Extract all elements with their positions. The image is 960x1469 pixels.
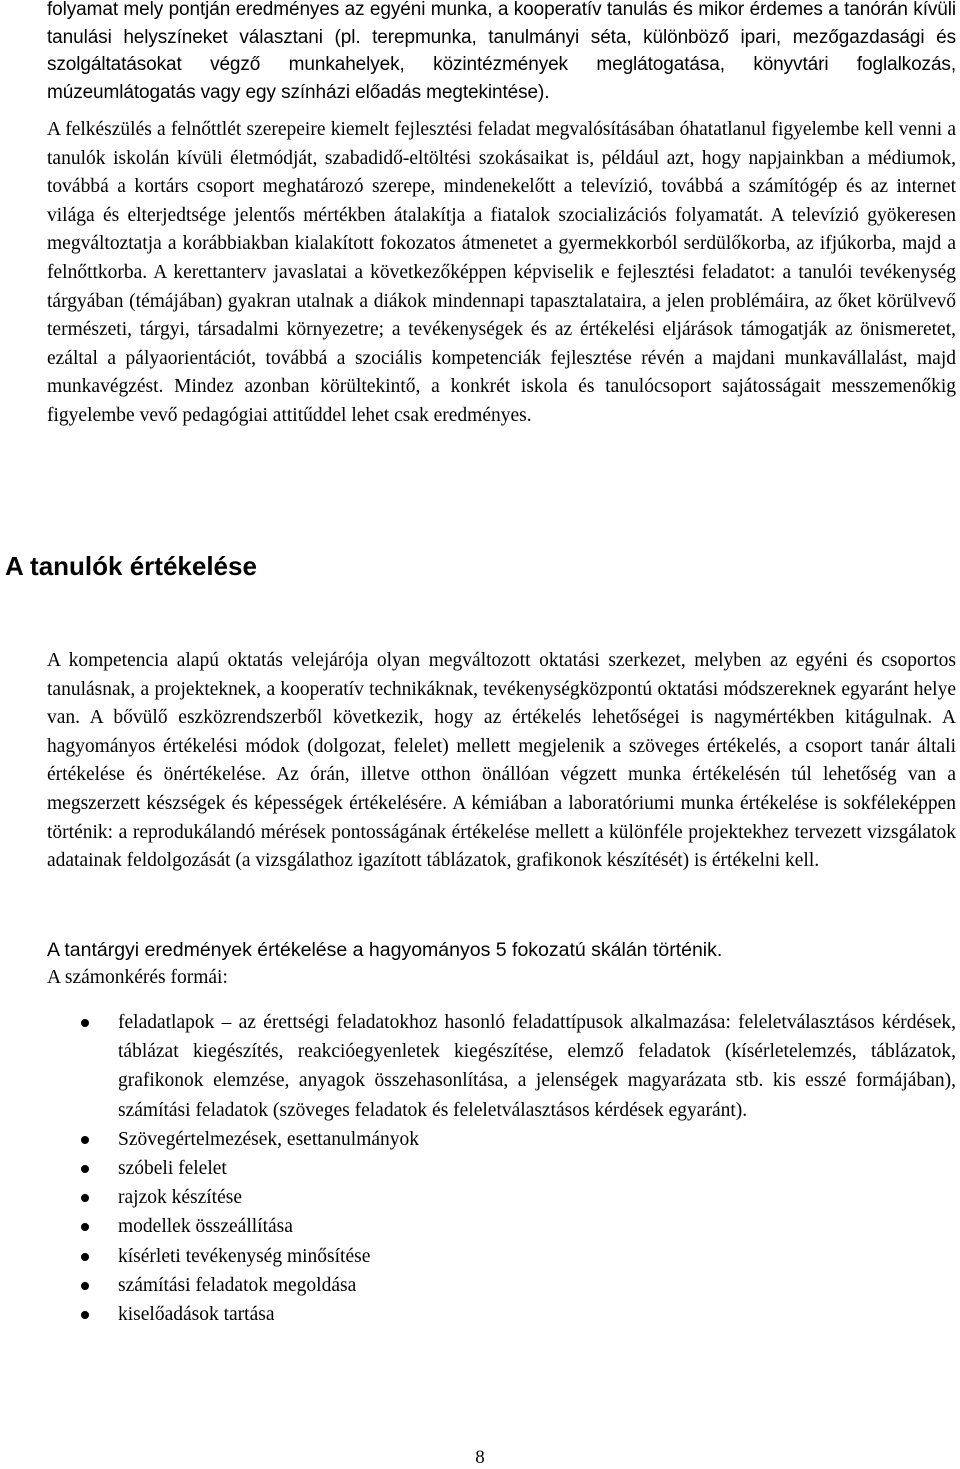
paragraph-preparation: A felkészülés a felnőttlét szerepeire kiemelt fejlesztési feladat megvalósításában óhatatlanul figyelembe kell venni a tanulók iskolán kívüli életmódját, szabadidő-eltöltési szokásaikat is, például azt, hogy napjainkban a médiumok, továbbá a kortárs csoport meghatározó szerepe, mindenekelőtt a televízió, továbbá a számítógép és az internet világa és elterjedtsége jelentős mértékben átalakítja a fiatalok szocializációs folyamatát. A televízió gyökeresen megváltoztatja a korábbiakban kialakított fokozatos átmenetet a gyermekkorból serdülőkorba, az ifjúkorba, majd a felnőttkorba. A kerettanterv javaslatai a következőképpen képviselik e fejlesztési feladatot: a tanulói tevékenység tárgyában (témájában) gyakran utalnak a diákok mindennapi tapasztalataira, a jelen problémáira, az őket körülvevő természeti, tárgyi, társadalmi környezetre; a tevékenységek és az értékelési eljárások támogatják az önismeretet, ezáltal a pályaorientációt, továbbá a szociális kompetenciák fejlesztése révén a majdani munkavállalást, majd munkavégzést. Mindez azonban körültekintő, a konkrét iskola és tanulócsoport sajátosságait messzemenőkig figyelembe vevő pedagógiai attitűddel lehet csak eredményes. [47, 119, 956, 426]
paragraph-intro: folyamat mely pontján eredményes az egyéni munka, a kooperatív tanulás és mikor érdemes a tanórán kívüli tanulási helyszíneket választani (pl. terepmunka, tanulmányi séta, különböző ipari, mezőgazdasági és szolgáltatásokat végző munkahelyek, közintézmények meglátogatása, könyvtári foglalkozás, múzeumlátogatás vagy egy színházi előadás megtekintése). [47, 0, 956, 103]
list-item [47, 1183, 956, 1212]
list-item [47, 1125, 956, 1154]
list-item [47, 1154, 956, 1183]
bullet-icon [81, 1223, 89, 1231]
bullet-icon [81, 1136, 89, 1144]
bullet-icon [81, 1165, 89, 1173]
list-item [47, 1212, 956, 1241]
paragraph-evaluation: A kompetencia alapú oktatás velejárója olyan megváltozott oktatási szerkezet, melyben az egyéni és csoportos tanulásnak, a projekteknek, a kooperatív technikáknak, tevékenységközpontú oktatási módszereknek egyaránt helye van. A bővülő eszközrendszerből következik, hogy az értékelés lehetőségei is nagymértékben kitágulnak. A hagyományos értékelési módok (dolgozat, felelet) mellett megjelenik a szöveges értékelés, a csoport tanár általi értékelése és önértékelése. Az órán, illetve otthon önállóan végzett munka értékelésén túl lehetőség van a megszerzett készségek és képességek értékelésére. A kémiában a laboratóriumi munka értékelése is sokféleképpen történik: a reprodukálandó mérések pontosságának értékelése mellett a különféle projektekhez tervezett vizsgálatok adatainak feldolgozását (a vizsgálathoz igazított táblázatok, grafikonok készítését) is értékelni kell. [47, 650, 956, 872]
list-item-text: kísérleti tevékenység minősítése [118, 1245, 371, 1267]
list-item-text: kiselőadások tartása [118, 1304, 275, 1326]
bullet-icon [81, 1019, 89, 1027]
forms-label: A számonkérés formái: [47, 967, 228, 988]
bullet-icon [81, 1311, 89, 1319]
list-item [47, 1300, 956, 1329]
bullet-icon [81, 1253, 89, 1261]
section-heading: A tanulók értékelése [5, 551, 257, 581]
list-item [47, 1242, 956, 1271]
list-item-text: modellek összeállítása [118, 1216, 293, 1238]
list-item-text: szóbeli felelet [118, 1158, 227, 1180]
list-item-text: rajzok készítése [118, 1187, 242, 1209]
list-item [47, 1271, 956, 1300]
bullet-icon [81, 1282, 89, 1290]
page-number: 8 [475, 1447, 485, 1468]
list-item-text: Szövegértelmezések, esettanulmányok [118, 1128, 420, 1150]
paragraph-scale-note: A tantárgyi eredmények értékelése a hagyományos 5 fokozatú skálán történik. [47, 939, 723, 961]
assessment-forms-list [47, 1008, 956, 1329]
list-item [47, 1008, 956, 1125]
list-item-text: számítási feladatok megoldása [118, 1274, 357, 1296]
list-item-text: feladatlapok – az érettségi feladatokhoz hasonló feladattípusok alkalmazása: feleletválasztásos kérdések, táblázat kiegészítés, reakcióegyenletek kiegészítése, elemző feladatok (kísérletelemzés, táblázatok, grafikonok elemzése, anyagok összehasonlítása, a jelenségek magyarázata stb. kis esszé formájában), számítási feladatok (szöveges feladatok és feleletválasztásos kérdések egyaránt). [118, 1012, 956, 1121]
bullet-icon [81, 1194, 89, 1202]
